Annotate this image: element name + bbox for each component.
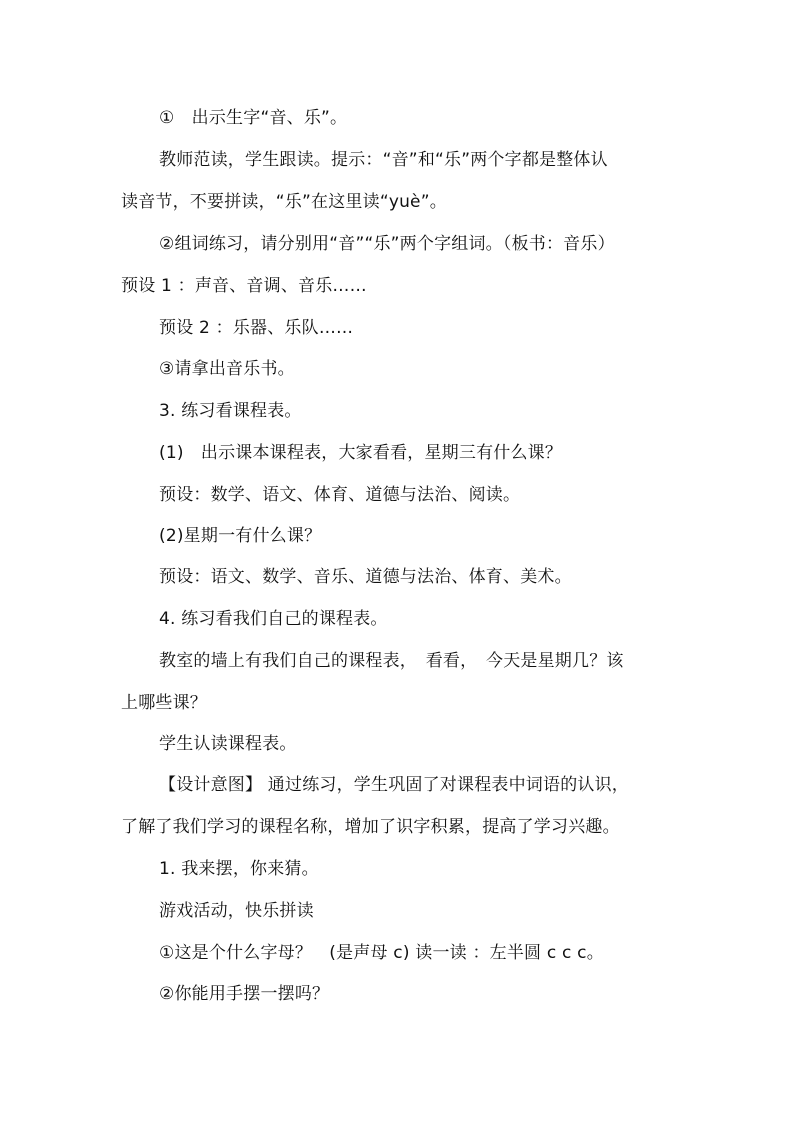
paragraph: (2)星期一有什么课？ (159, 526, 322, 546)
paragraph: 学生认读课程表。 (159, 734, 297, 754)
paragraph: 教师范读，学生跟读。提示：“音”和“乐”两个字都是整体认 (159, 150, 608, 170)
paragraph: 3. 练习看课程表。 (159, 401, 302, 421)
paragraph: 读音节，不要拼读，“乐”在这里读“yuè”。 (121, 192, 447, 212)
paragraph: 游戏活动，快乐拼读 (159, 901, 314, 921)
paragraph: 4. 练习看我们自己的课程表。 (159, 609, 388, 629)
paragraph: 上哪些课？ (121, 693, 207, 713)
paragraph: 预设 1 ：声音、音调、音乐…… (121, 276, 367, 296)
paragraph: 预设：数学、语文、体育、道德与法治、阅读。 (159, 485, 521, 505)
paragraph: ②你能用手摆一摆吗？ (159, 984, 330, 1004)
paragraph: 了解了我们学习的课程名称，增加了识字积累，提高了学习兴趣。 (121, 817, 620, 837)
paragraph: ②组词练习，请分别用“音”“乐”两个字组词。（板书：音乐） (159, 234, 615, 254)
paragraph: 预设：语文、数学、音乐、道德与法治、体育、美术。 (159, 567, 572, 587)
paragraph: 教室的墙上有我们自己的课程表， 看看， 今天是星期几？该 (159, 651, 624, 671)
paragraph: (1) 出示课本课程表，大家看看，星期三有什么课？ (159, 443, 563, 463)
paragraph: 1. 我来摆，你来猜。 (159, 859, 319, 879)
paragraph: ③请拿出音乐书。 (159, 359, 295, 379)
paragraph: 【设计意图】 通过练习，学生巩固了对课程表中词语的认识， (159, 775, 630, 795)
paragraph: 预设 2 ：乐器、乐队…… (159, 318, 354, 338)
paragraph: ①这是个什么字母？ (是声母 c) 读一读 ：左半圆 c c c。 (159, 943, 604, 963)
paragraph: ① 出示生字“音、乐”。 (159, 108, 348, 128)
